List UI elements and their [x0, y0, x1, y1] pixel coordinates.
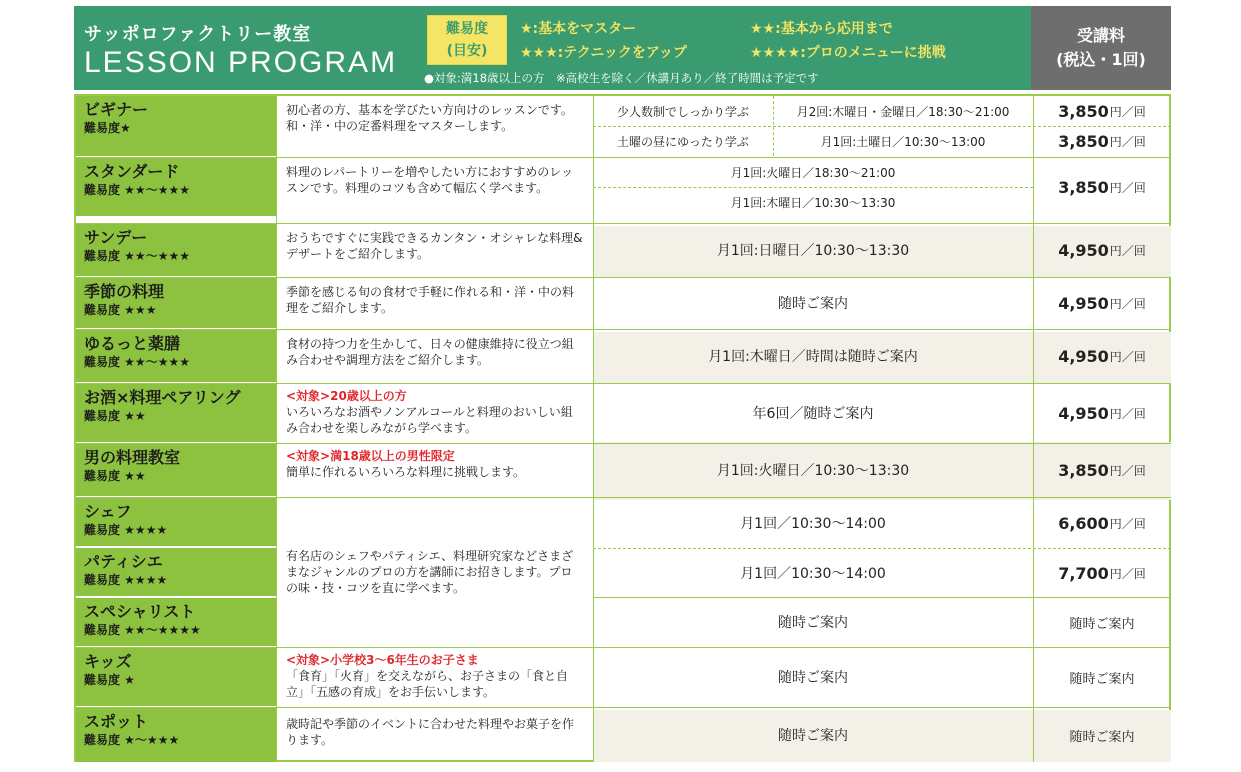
pairing-time: 年6回／随時ご案内 — [752, 406, 874, 422]
pairing-price — [1033, 384, 1171, 442]
target-note: ●対象:満18歳以上の方 ※高校生を除く／休講月あり／終了時間は予定です — [424, 71, 819, 85]
desc-text: いろいろなお酒やノンアルコールと料理のおいしい組み合わせを楽しみながら学べます。 — [286, 405, 573, 435]
divider — [593, 597, 1171, 598]
course-name: パティシエ — [84, 552, 163, 571]
row-pairing-name — [76, 384, 276, 442]
patissier-time: 月1回／10:30〜14:00 — [740, 566, 886, 582]
patissier-price — [1033, 548, 1171, 598]
row-sunday-name — [76, 224, 276, 276]
desc-text: 有名店のシェフやパティシエ、料理研究家などさまざまなジャンルのプロの方を講師にお招きします。プロの味・技・コツを直に学べます。 — [286, 549, 574, 595]
row-beginner-name — [76, 96, 276, 156]
price-value: 7,700 — [1058, 563, 1109, 583]
course-name: スペシャリスト — [84, 602, 196, 621]
target-label: <対象>小学校3〜6年生のお子さま — [286, 653, 479, 667]
beginner-sub1-label: 少人数制でしっかり学ぶ — [616, 104, 749, 119]
course-name: ビギナー — [84, 100, 149, 119]
course-level: 難易度 ★★ — [84, 409, 146, 423]
course-name: 男の料理教室 — [84, 448, 181, 467]
header-title-block — [74, 6, 1031, 90]
sunday-time: 月1回:日曜日／10:30〜13:30 — [716, 243, 910, 259]
row-seasonal-desc: 季節を感じる旬の食材で手軽に作れる和・洋・中の料理をご紹介します。 — [286, 285, 575, 315]
row-mens-desc — [276, 444, 593, 496]
divider — [76, 383, 1171, 384]
row-spot-desc: 歳時記や季節のイベントに合わせた料理やお菓子を作ります。 — [286, 717, 575, 747]
row-mens-name — [76, 444, 276, 496]
row-pairing-desc — [276, 384, 593, 442]
chef-price — [1033, 498, 1171, 548]
price-unit: 円／回 — [1109, 349, 1146, 364]
pro-desc — [276, 498, 593, 646]
lesson-program-table-frame — [74, 6, 1171, 762]
program-title: LESSON PROGRAM — [84, 46, 398, 79]
legend-level-2: ★★:基本から応用まで — [750, 21, 893, 37]
price-value: 6,600 — [1058, 513, 1109, 533]
course-level: 難易度 ★★〜★★★★ — [84, 623, 201, 637]
price-value: 3,850 — [1058, 460, 1109, 480]
row-standard-name — [76, 158, 276, 216]
course-level: 難易度 ★★★★ — [84, 523, 168, 537]
course-level: 難易度 ★★〜★★★ — [84, 183, 190, 197]
row-specialist-name — [76, 598, 276, 646]
course-level: 難易度★ — [84, 121, 131, 135]
row-chef-name — [76, 498, 276, 546]
header — [74, 6, 1171, 90]
price-unit: 円／回 — [1109, 134, 1146, 149]
row-beginner-desc: 初心者の方、基本を学びたい方向けのレッスンです。和・洋・中の定番料理をマスターします。 — [286, 103, 573, 133]
desc-text: 「食育」「火育」を交えながら、お子さまの「食と自立」「五感の育成」をお手伝いします。 — [286, 669, 569, 699]
course-level: 難易度 ★★★★ — [84, 573, 168, 587]
legend-level-1: ★:基本をマスター — [520, 21, 637, 37]
divider — [76, 329, 1171, 330]
yakuzen-price — [1033, 330, 1171, 382]
target-label: <対象>満18歳以上の男性限定 — [286, 449, 455, 463]
course-name: シェフ — [84, 502, 132, 521]
price-unit: 円／回 — [1109, 243, 1146, 258]
course-name: ゆるっと薬膳 — [84, 334, 181, 353]
specialist-time: 随時ご案内 — [778, 615, 848, 631]
row-yakuzen-name — [76, 330, 276, 382]
course-name: サンデー — [84, 228, 148, 247]
course-level: 難易度 ★ — [84, 673, 135, 687]
price-value: 4,950 — [1058, 346, 1109, 366]
price-value: 3,850 — [1058, 131, 1109, 151]
desc-text: 簡単に作れるいろいろな料理に挑戦します。 — [286, 465, 526, 479]
chef-time: 月1回／10:30〜14:00 — [740, 516, 886, 532]
price-unit: 円／回 — [1109, 180, 1146, 195]
row-kids-desc — [276, 648, 593, 706]
course-name: 季節の料理 — [84, 282, 165, 301]
standard-price — [1033, 158, 1171, 216]
divider — [593, 187, 1033, 188]
spot-time: 随時ご案内 — [778, 728, 848, 744]
beginner-sub1-time: 月2回:木曜日・金曜日／18:30〜21:00 — [796, 104, 1010, 119]
course-level: 難易度 ★★ — [84, 469, 146, 483]
course-name: キッズ — [84, 652, 132, 671]
kids-time: 随時ご案内 — [778, 670, 848, 686]
price-unit: 円／回 — [1109, 516, 1146, 531]
course-level: 難易度 ★★〜★★★ — [84, 355, 190, 369]
fee-header-sub: (税込・1回) — [1056, 50, 1146, 69]
divider — [593, 96, 594, 762]
row-patissier-name — [76, 548, 276, 596]
fee-header-label: 受講料 — [1076, 26, 1125, 45]
price-value: 4,950 — [1058, 403, 1109, 423]
divider — [1033, 96, 1034, 762]
divider — [773, 96, 774, 156]
row-yakuzen-desc: 食材の持つ力を生かして、日々の健康維持に役立つ組み合わせや調理方法をご紹介します。 — [286, 337, 574, 367]
seasonal-time: 随時ご案内 — [778, 296, 848, 312]
course-level: 難易度 ★〜★★★ — [84, 733, 180, 747]
kids-price: 随時ご案内 — [1069, 671, 1135, 687]
yakuzen-time: 月1回:木曜日／時間は随時ご案内 — [708, 349, 918, 365]
course-name: お酒×料理ペアリング — [84, 388, 241, 407]
beginner-sub1-price — [1033, 96, 1171, 126]
price-value: 4,950 — [1058, 240, 1109, 260]
row-standard-desc: 料理のレパートリーを増やしたい方におすすめのレッスンです。料理のコツも含めて幅広く学べます。 — [286, 165, 574, 195]
course-level: 難易度 ★★〜★★★ — [84, 249, 190, 263]
price-unit: 円／回 — [1109, 104, 1146, 119]
row-kids-name — [76, 648, 276, 706]
price-value: 3,850 — [1058, 177, 1109, 197]
legend-level-4: ★★★★:プロのメニューに挑戦 — [750, 45, 946, 61]
spot-price: 随時ご案内 — [1069, 729, 1135, 745]
course-name: スポット — [84, 712, 149, 731]
divider — [276, 96, 277, 762]
mens-price — [1033, 444, 1171, 496]
divider — [76, 707, 1171, 708]
seasonal-price — [1033, 278, 1171, 328]
standard-time-1: 月1回:火曜日／18:30〜21:00 — [730, 165, 896, 180]
course-level: 難易度 ★★★ — [84, 303, 157, 317]
fee-header — [1031, 6, 1171, 90]
price-value: 4,950 — [1058, 293, 1109, 313]
course-name: スタンダード — [84, 162, 180, 181]
legend-level-3: ★★★:テクニックをアップ — [520, 45, 687, 61]
mens-time: 月1回:火曜日／10:30〜13:30 — [716, 463, 910, 479]
level-badge-line1: 難易度 — [446, 21, 488, 37]
price-unit: 円／回 — [1109, 406, 1146, 421]
divider — [76, 277, 1171, 278]
beginner-sub2-label: 土曜の昼にゆったり学ぶ — [617, 134, 749, 149]
price-value: 3,850 — [1058, 101, 1109, 121]
level-badge-line2: (目安) — [446, 43, 488, 59]
standard-time-2: 月1回:木曜日／10:30〜13:30 — [730, 195, 896, 210]
row-spot-name — [76, 708, 276, 762]
price-unit: 円／回 — [1109, 566, 1146, 581]
level-badge — [427, 15, 507, 65]
divider — [76, 443, 1171, 444]
price-unit: 円／回 — [1109, 463, 1146, 478]
divider — [76, 647, 1171, 648]
price-unit: 円／回 — [1109, 296, 1146, 311]
beginner-sub2-price — [1033, 126, 1171, 156]
divider — [76, 223, 1171, 224]
sunday-price — [1033, 224, 1171, 276]
divider — [76, 497, 1171, 498]
brand-name: サッポロファクトリー教室 — [84, 24, 312, 45]
beginner-sub2-time: 月1回:土曜日／10:30〜13:00 — [820, 134, 986, 149]
divider — [76, 157, 1171, 158]
divider — [593, 126, 1171, 127]
target-label: <対象>20歳以上の方 — [286, 389, 407, 403]
lesson-table — [74, 94, 1171, 762]
row-sunday-desc: おうちですぐに実践できるカンタン・オシャレな料理&デザートをご紹介します。 — [286, 231, 583, 261]
row-seasonal-name — [76, 278, 276, 328]
specialist-price: 随時ご案内 — [1069, 616, 1135, 632]
